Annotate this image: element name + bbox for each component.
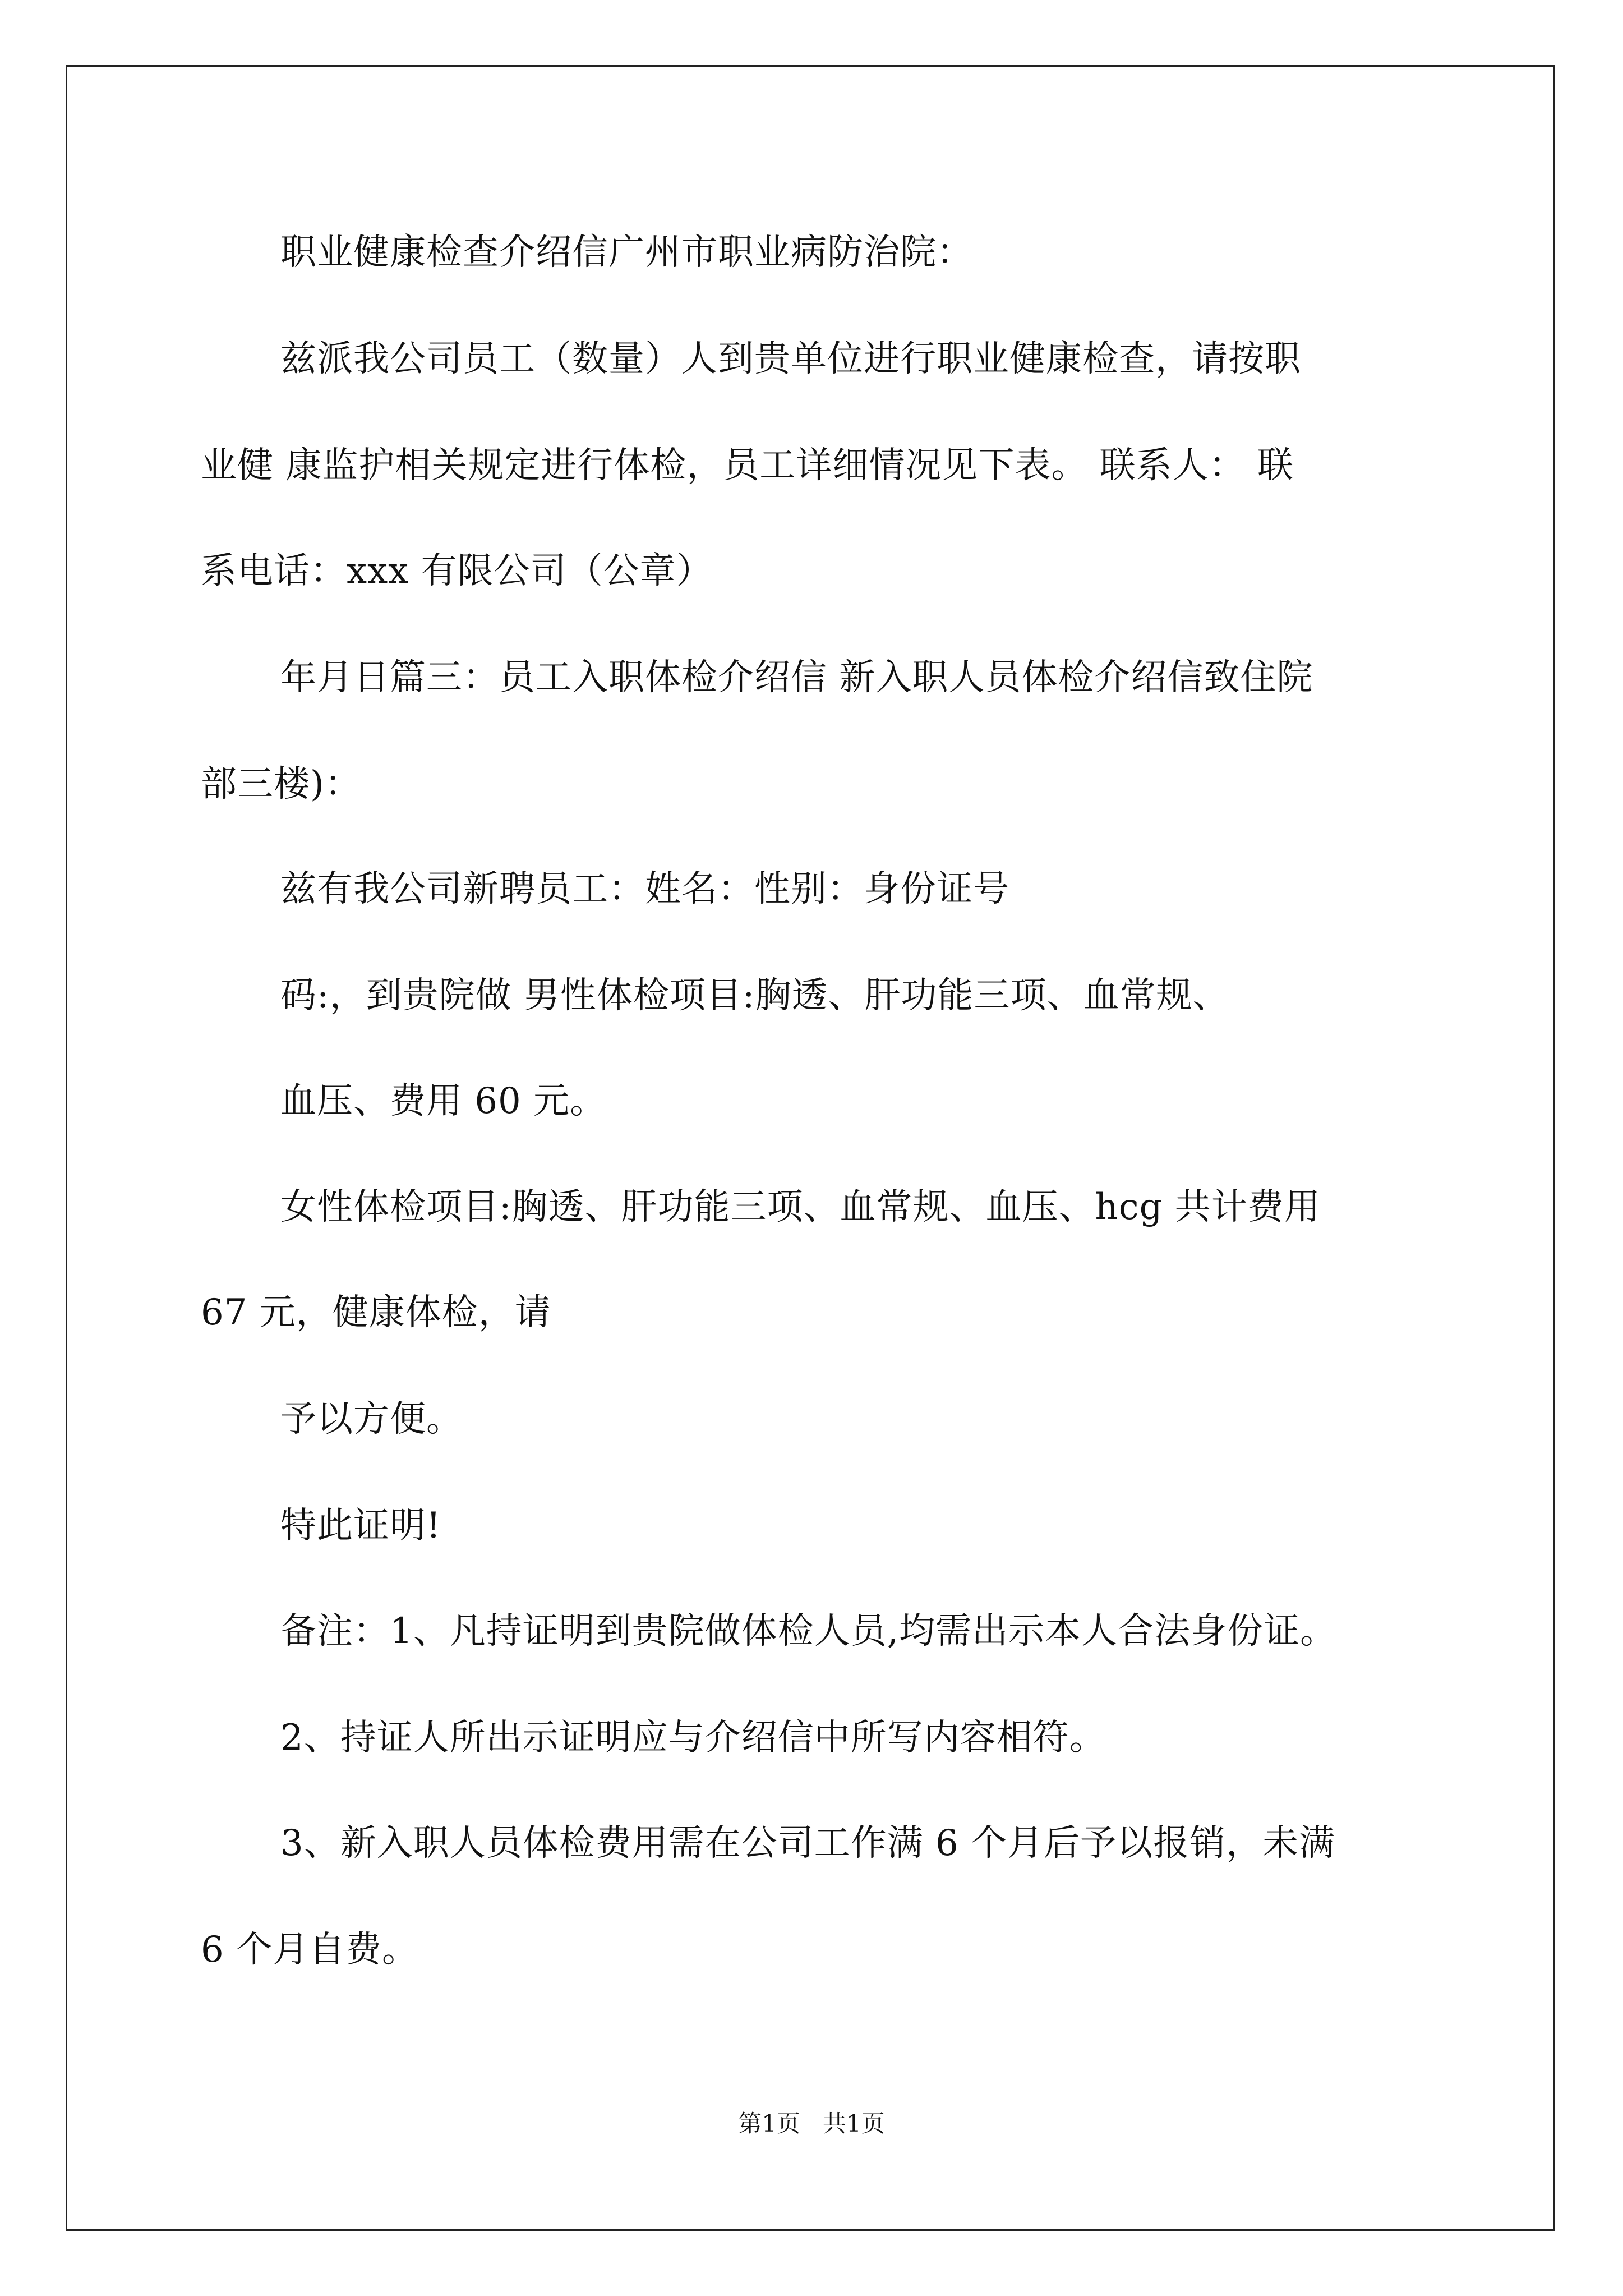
- text-line: 特此证明!: [280, 1505, 441, 1547]
- text-line: 码:，到贵院做 男性体检项目:胸透、肝功能三项、血常规、: [280, 975, 1229, 1016]
- text-line: 兹有我公司新聘员工：姓名：性别：身份证号: [280, 868, 1009, 910]
- text-line: 备注：1、凡持证明到贵院做体检人员,均需出示本人合法身份证。: [280, 1611, 1337, 1652]
- text-line: 兹派我公司员工（数量）人到贵单位进行职业健康检查，请按职: [280, 338, 1301, 380]
- text-line: 67 元，健康体检，请: [201, 1292, 551, 1333]
- text-line: 业健 康监护相关规定进行体检，员工详细情况见下表。 联系人： 联: [201, 445, 1294, 486]
- text-line: 年月日篇三：员工入职体检介绍信 新入职人员体检介绍信致住院: [280, 657, 1313, 698]
- text-line: 职业健康检查介绍信广州市职业病防治院：: [280, 232, 973, 273]
- page-number: 第1页 共1页: [738, 2110, 885, 2137]
- page-border: [66, 65, 1555, 2231]
- text-line: 女性体检项目:胸透、肝功能三项、血常规、血压、hcg 共计费用: [280, 1186, 1321, 1228]
- text-line: 6 个月自费。: [201, 1929, 419, 1971]
- text-line: 予以方便。: [280, 1398, 463, 1440]
- text-line: 血压、费用 60 元。: [280, 1080, 607, 1122]
- text-line: 3、新入职人员体检费用需在公司工作满 6 个月后予以报销，未满: [280, 1823, 1336, 1864]
- text-line: 部三楼)：: [201, 763, 361, 805]
- text-line: 2、持证人所出示证明应与介绍信中所写内容相符。: [280, 1717, 1106, 1759]
- text-line: 系电话：xxx 有限公司（公章）: [201, 550, 713, 592]
